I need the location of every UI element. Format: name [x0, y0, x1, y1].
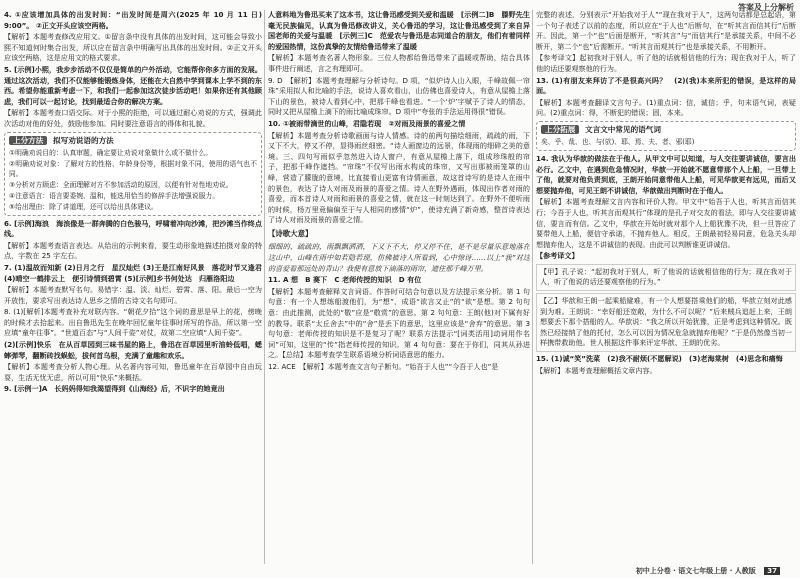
extend-box-subtitle: 文言文中常见的语气词	[585, 124, 661, 134]
footer-book: 初中上分卷 · 语文七年级上册 · 人教版	[635, 567, 756, 575]
answer-paragraph: 5. [示例]小熙，我步步活动不仅仅是简单的户外活动，它能帮你你多方面的发展。通过这次活动，我们不仅能够能锻炼身体，还能在大自然中学到课本上学不到的东西。希望你能重新考虑一下，和我们一起参加这次徒步活动吧！如果你还有其他顾虑，我们可以一起讨论，找到最适合你的解决方案。	[4, 64, 262, 106]
answer-paragraph: 【解析】本题考查理解概括文章内容。	[536, 365, 657, 375]
page-number: 37	[764, 567, 780, 575]
method-box-tag: 上分方法	[9, 136, 47, 145]
extend-box-words: 矣、乎、哉、也、与(欤)、耶、焉、夫、者、邪(耶)	[541, 137, 695, 146]
answer-paragraph: 完整的表述，分别表示“开始我对于人”“现在我对于人”，这两句话都是总起语，第一个句子表述了以前的态度，所以应在“于人也”后断句，在“听其言而信其行”后断开。因此，第一个“也”后面是断开，“听其言”与“而信其行”是承接关系，中间不必断开，第二个“也”后需断开。“听其言而观其行”也是承接关系，不用断开。	[536, 10, 796, 51]
footer	[636, 566, 780, 576]
column-divider	[264, 10, 265, 564]
answer-paragraph: 12. ACE 【解析】本题考查文言句子断句。“始吾于人也”“今吾于人也”是	[268, 362, 499, 371]
answer-paragraph: 9. [示例一]A 长妈妈得知我渴望得到《山海经》后，不识字的她竟出	[4, 384, 225, 394]
answer-paragraph: 15. (1)诚“笑”洗菜 (2)我不耐烦(不愿解说) (3)老海棠树 (4)思念和痛悔	[536, 354, 783, 364]
answer-paragraph: 【诗歌大意】	[268, 228, 313, 238]
answer-paragraph: 【解析】本题考查名著人物形象。三位人物都给鲁迅带来了温暖或帮助，结合具体事件进行阐述，言之有理即可。	[268, 53, 530, 73]
extend-box	[536, 121, 796, 151]
answer-paragraph: 11. A 想 B 赛下 C 老师传授的知识 D 有位	[268, 275, 422, 285]
answer-paragraph: 【解析】本题考查默写名句。易错字：温、淡、灿烂、碧霄、落、阳。最后一空为开放性，要求写出表达诗人思乡之情的古诗文名句即可。	[4, 285, 262, 305]
answer-paragraph: (2)[示例]快乐 在从百草园到三味书屋的路上，鲁迅在百草园里听油蛉低唱，蟋蟀弹琴，翻断砖找蜈蚣，拔何首乌根，充满了童趣和欢乐。	[4, 340, 262, 360]
answer-paragraph: 13. (1)有朋友来拜访了不是很高兴吗？ (2)(我)本来所犯的错误，是这样的局面。	[536, 75, 796, 96]
answer-paragraph: 【解析】本题考查修改应用文。①留言条中没有具体的出发时间，这可能会导致小熙不知道何时集合出发，所以应在留言条中明确写出具体的出发时间。②正文开头应该空两格，这是应用文的格式要求。	[4, 32, 262, 63]
answer-paragraph: 14. 我认为华歆的做法在于他人。从甲文中可以知道，与人交往要讲诚信，要言出必行。乙文中，在遇到危急情况时，华歆一开始就不愿意带那个人上船，一旦带上了他，就要对他负责到底，王朗开始同意带他人上船，可见华歆更有远见，而后又想要抛弃他，可见王朗不讲诚信，华歆做出判断时在于他人。	[536, 153, 796, 195]
answer-paragraph: 9. D 【解析】本题考查理解与分析诗句。D 项，“似炉诗人山入眼，千峰故佩一帘珠”采用拟人和比喻的手法，说诗人喜欢看山，山仿佛也喜爱诗人，有意从屋檐上落下山的景色，被诗人看到心中，把那千峰也看进。“一个‘炉’字赋予了诗人的情态，同时又把从屋檐上滴下的雨比喻成珠帘。D 项中“夸张的手法运用得很”错误。	[268, 75, 530, 117]
extend-box-tag: 上分拓展	[541, 125, 579, 134]
answer-paragraph: 4. ①应该增加具体的出发时间：“出发时间是周六(2025 年 10 月 11 日) 9:00”。 ②正文开头应该空两格。	[4, 10, 262, 30]
answer-paragraph: 【解析】本题考查语言表达。从给出的示例来看，要生动形象地描述拍摄对象的特点，字数在 25 字左右。	[4, 240, 262, 261]
method-item: ④注意语言：语言要委婉、温和，能选用恰当的修辞手法增强说服力。	[9, 191, 219, 200]
answer-paragraph: 人意料地为鲁迅买来了这本书，这让鲁迅感受到关爱和温暖 [示例二]B 滕野先生毫无民族偏见，认真为鲁迅修改讲义，关心鲁迅的学习，这让鲁迅感受到了来自异国老师的关爱与温暖 [示例三]C 范爱农与鲁迅是志同道合的朋友，他们有着同样的爱国热情，这份真挚的友情给鲁迅带来了温暖	[268, 10, 530, 51]
answer-paragraph: 【解析】本题考查翻译文言句子。(1)重点词：信，诚信；乎，句末语气词，表疑问。(2)重点词：得，不断犯的错误；固，本来。	[536, 97, 796, 118]
answer-paragraph: 【解析】本题考查口语交际。对于小熙的拒绝，可以通过耐心劝说的方式，强调此次活动对他的好处，鼓励他参加。同时要注意语言的得体和礼貌。	[4, 108, 262, 128]
answer-paragraph: 【解析】本题考查解释文言词语。作答时可结合句意以及方法提示来分析。第 1 句句意：有一个人想练船渡他们，为“想”，成语“欲言又止”的“欲”是想。第 2 句句意：由此推测，此处的“敬”应是“敬赏”的意思。第 2 句句意：王朗(他)对下属有好的教导。联系“太丘舍去”中的“舍”是丢下的意思，这里应该是“舍弃”的意思。第 3 句句意：老师传授的知识是不是复习了呢？联系方法提示“[词类活用]动词用作名词”可知，这里的“传”指老师传授的知识。第 4 句句意：要在于你们，同其从孙进之。【总结】本题考查学生联系语境分析词语意思的能力。	[268, 286, 530, 360]
method-item: ③分析对方顾虑：全面理解对方不参加活动的原因，以便有针对性地劝说。	[9, 180, 233, 189]
answer-paragraph: 【解析】本题考查理解文言内容和评价人物。甲文中“始吾于人也，听其言而信其行；今吾于人也，听其言而观其行”体现的是孔子对交友的看法，即与人交往要讲诚信，要言而有信。乙文中，华歆在开始时就对那个人上船犹豫不决，但一旦答应了要带他人上船，便信守承诺，不抛弃他人。相反，王朗最初轻易同意，危急关头却想抛弃他人，这是不讲诚信的表现。由此可以判断谁更讲诚信。	[536, 197, 796, 249]
method-item: ⑤给出理由：除了讲道理，还可以给出具体建议。	[9, 202, 158, 211]
method-item: ②明确劝说对象：了解对方的性格、年龄身份等，根据对象不同，使用的语气也不同。	[9, 159, 257, 178]
answer-paragraph: 【参考译文】起初我对于别人，听了他的话就相信他的行为；现在我对于人，听了他的话还要观察他的行为。	[536, 53, 796, 73]
extend-box-title	[541, 124, 791, 135]
answer-paragraph: 【解析】本题考查分析诗歌画面与诗人情感。诗的前两句描绘细雨，疏疏的雨，下又下不大，停又不停，显得雨丝细密。“诗人画窗边的远景，体现雨的细碎之美的意境。三、四句写雨似乎忽然进入诗人窗户，有意从屋檐上落下，组成珍珠般的帘子，把那千峰作遮挡。“帘珠”不仅写出雨水构成的珠帘，又写出那被雨笼罩的山峰，营造了朦胧的意境，比直接看山更富有诗情画意，故这首诗写的是诗人在雨中的景色，表达了诗人对雨及雨景的喜爱之情。诗人在野外遇雨，体现出作者对雨的喜爱，而本首诗人对雨和雨景的喜爱之情，就在这一时刻达到了。在野外不便听雨的时候，杨万里竟偏偏至于与人相同的感情“炉”，使诗充满了新奇感，整首诗表达了诗人对雨及雨景的喜爱之情。	[268, 130, 530, 225]
answer-paragraph: 8. (1)[解析]本题考查补充对联内容。“朝花夕拾”这个词的意思是早上的花，傍晚的时候才去拾起来。出自鲁迅先生在晚年回忆童年往事时所写的作品，所以第一空应填“童年往事”。“世道百态”与“人间千姿”对仗，故第二空应填“人间千姿”。	[4, 307, 262, 338]
method-box-subtitle: 拟写劝说语的方法	[53, 135, 114, 145]
column-divider	[532, 10, 533, 564]
method-box-items	[9, 148, 257, 212]
answer-paragraph: 6. [示例]海浪 海浪像是一群奔腾的白色骏马，呼啸着冲向沙滩，把沙滩当作终点线。	[4, 218, 262, 239]
method-box	[4, 132, 262, 216]
header-label: 答案及上分解析	[738, 3, 794, 12]
method-item: ①明确劝说目的：认真审题，确定要让劝说对象做什么或不做什么。	[9, 148, 213, 157]
answer-paragraph: 【参考译文】	[536, 251, 579, 261]
column-right	[536, 10, 796, 564]
answer-paragraph: 【甲】孔子说：“起初我对于别人，听了他说的话就相信他的行为；现在我对于人，听了他说的话还要观察他的行为。”	[536, 264, 796, 291]
method-box-title	[9, 135, 257, 146]
answer-paragraph: 10. ①被雨带滴世的山峰，君隐若现 ②对雨及雨景的喜爱之情	[268, 118, 466, 128]
answer-paragraph: 7. (1)温故而知新 (2)日月之行 星汉灿烂 (3)王是江南好风景 落花时节又逢君 (4)晴空一鹤排云上 便引诗情到碧霄 (5)[示例]乡书何处达 归雁洛阳边	[4, 262, 262, 283]
column-middle	[268, 10, 530, 564]
answer-paragraph: 【乙】华歆和王朗一起乘船避难，有一个人想要搭乘他们的船，华歆立刻对此感到为难。王朗说：“幸好船还宽敞，为什么不可以呢？”后来贼兵追赶上来，王朗想要丢下那个搭船的人。华歆说：“我之所以开始犹豫，正是考虑到这种情况。既然已经接纳了他的托付，怎么可以因为情况危急就抛弃他呢？”于是仍然像当初一样携带救助他。世人根据这件事来评定华歆、王朗的优劣。	[536, 293, 796, 352]
answer-paragraph: 细细的、疏疏的，雨飘飘洒洒，下又下不大，停又停不住，是不是尽量乐意地落在这山中，山峰在雨中如若隐若现，仿佛被诗人所看到，心中惊讶……以上“我”对这的喜爱看那远处的青山？我便有意放下滴落的雨帘，遮住那千峰万里。	[268, 242, 530, 273]
column-left	[4, 10, 262, 564]
answer-paragraph: 【解析】本题考查分析人物心理。从名著内容可知，鲁迅童年在百草园中自由玩耍，生活无忧无虑，所以可用“快乐”来概括。	[4, 362, 262, 382]
